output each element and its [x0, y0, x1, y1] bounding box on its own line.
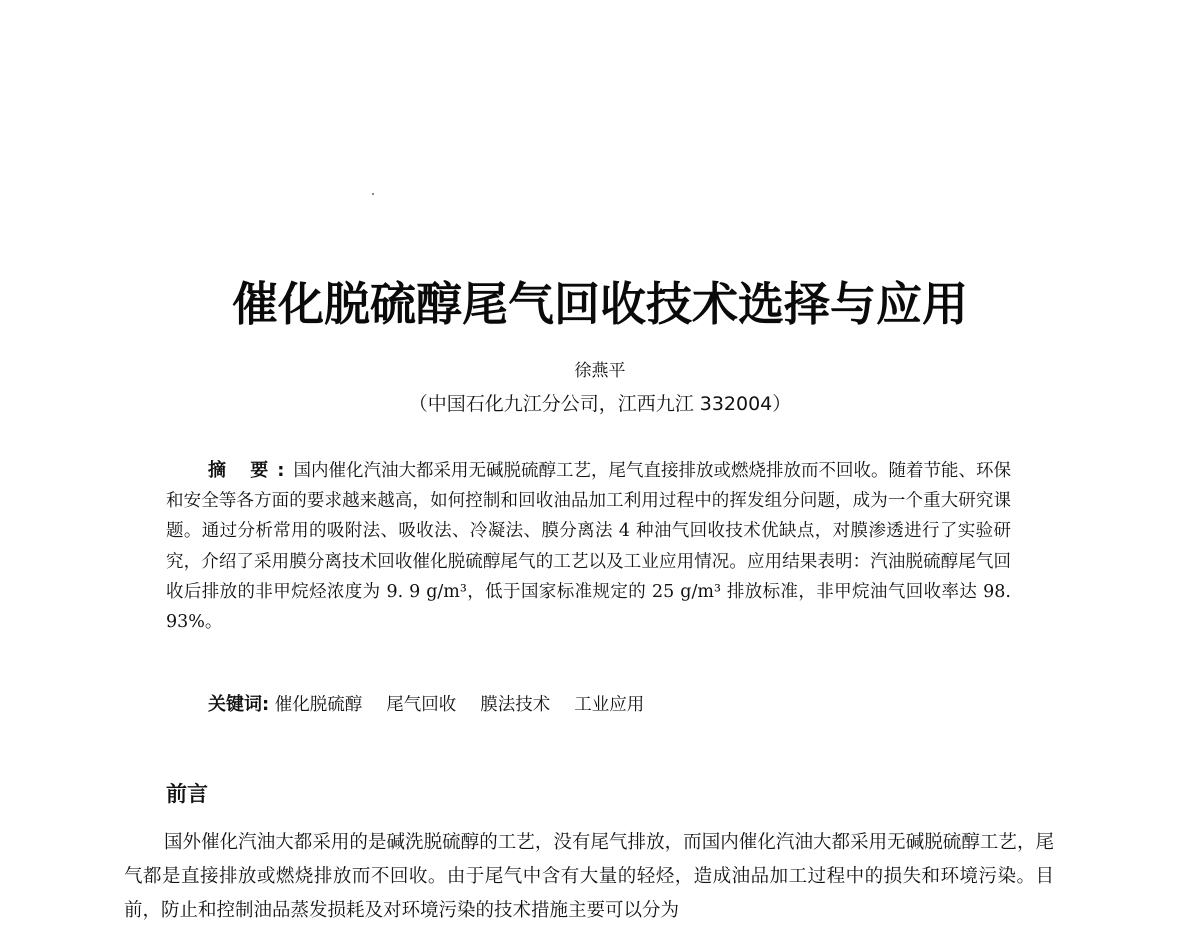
paper-title: 催化脱硫醇尾气回收技术选择与应用: [232, 277, 968, 331]
keyword-2: 尾气回收: [386, 695, 457, 715]
abstract-label: 摘 要:: [208, 460, 294, 481]
author-name: 徐燕平: [574, 361, 626, 381]
keyword-1: 催化脱硫醇: [274, 695, 363, 715]
section-heading-preface: 前言: [166, 782, 208, 806]
author-affiliation: （中国石化九江分公司，江西九江 332004）: [408, 393, 792, 415]
scan-speck: [372, 193, 374, 195]
keyword-4: 工业应用: [574, 695, 645, 715]
keywords-label: 关键词:: [208, 694, 270, 715]
abstract-text: 国内催化汽油大都采用无碱脱硫醇工艺，尾气直接排放或燃烧排放而不回收。随着节能、环保和安全等各方面的要求越来越高，如何控制和回收油品加工利用过程中的挥发组分问题，成为一个重大研究课题。通过分析常用的吸附法、吸收法、冷凝法、膜分离法 4 种油气回收技术优缺点，对膜渗透进行了实验研究，介绍了采用膜分离技术回收催化脱硫醇尾气的工艺以及工业应用情况。应用结果表明：汽油脱硫醇尾气回收后排放的非甲烷烃浓度为 9. 9 g/m³，低于国家标准规定的 25 g/m³ 排放标准，非甲烷油气回收率达 98. 93%。: [166, 461, 1011, 633]
body-paragraph: 国外催化汽油大都采用的是碱洗脱硫醇的工艺，没有尾气排放，而国内催化汽油大都采用无碱脱硫醇工艺，尾气都是直接排放或燃烧排放而不回收。由于尾气中含有大量的轻烃，造成油品加工过程中的损失和环境污染。目前，防止和控制油品蒸发损耗及对环境污染的技术措施主要可以分为: [124, 832, 1054, 921]
keywords: [208, 690, 1008, 716]
keyword-3: 膜法技术: [480, 695, 551, 715]
abstract: [166, 456, 1011, 637]
